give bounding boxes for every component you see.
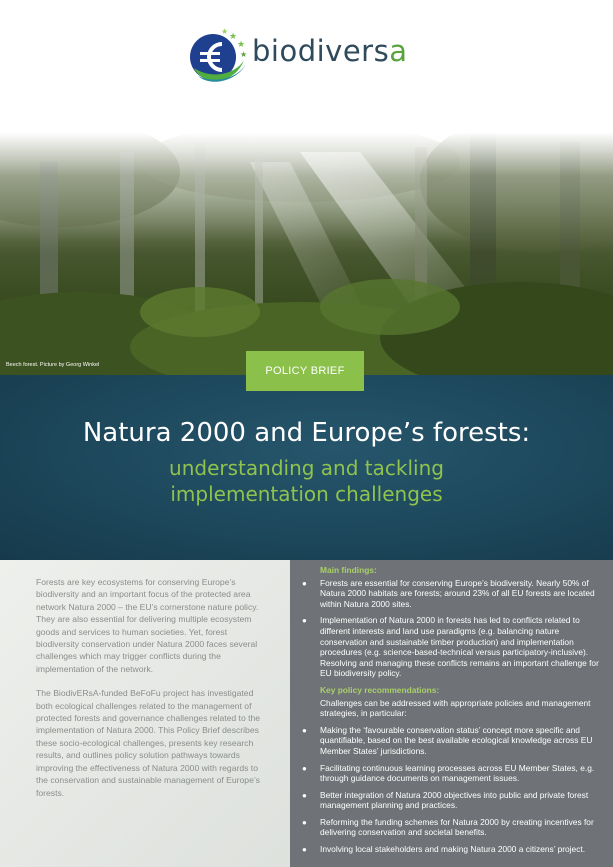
recommendation-item <box>298 725 601 757</box>
finding-text: Forests are essential for conserving Europe’s biodiversity. Nearly 50% of Natura 2000 habitats are forests; around 23% of all EU forests are located within Natura 2000 sites. <box>320 577 595 609</box>
svg-text:★: ★ <box>221 27 229 36</box>
recommendation-text: Involving local stakeholders and making Natura 2000 a citizens’ project. <box>320 844 586 855</box>
recommendation-text: Better integration of Natura 2000 objectives into public and private forest management planning and practices. <box>320 789 589 811</box>
findings-content <box>298 565 601 861</box>
subtitle-line-2: implementation challenges <box>170 482 443 506</box>
logo-wordmark <box>252 34 408 68</box>
bullet-icon: ● <box>302 578 307 588</box>
recommendation-text: Reforming the funding schemes for Natura 2000 by creating incentives for delivering conservation and societal benefits. <box>320 816 594 838</box>
logo-text-prefix: biodivers <box>252 34 390 68</box>
recommendation-item <box>298 763 601 784</box>
bullet-icon: ● <box>302 725 307 735</box>
finding-text: Implementation of Natura 2000 in forests has led to conflicts related to different interests and land use paradigms (e.g. balancing nature conservation and sustainable timber production) and implementation procedures (e.g. science-based-technical versus participatory-inclusive). Resolving and managing these conflicts remains an important challenge for EU biodiversity policy. <box>320 615 599 679</box>
main-findings-heading: Main findings: <box>320 565 377 575</box>
finding-item <box>298 578 601 610</box>
bullet-icon: ● <box>302 790 307 800</box>
policy-brief-badge: POLICY BRIEF <box>246 351 364 391</box>
recommendation-item <box>298 790 601 811</box>
bullet-icon: ● <box>302 817 307 827</box>
euro-globe-stars-icon <box>186 24 252 90</box>
intro-paragraph-2: The BiodivERsA-funded BeFoFu project has investigated both ecological challenges related to the management of protected forests and governance challenges related to the implementation of Natura 2000. This Policy Brief describes these socio-ecological challenges, presents key research results, and outlines policy solution pathways towards improving the effectiveness of Natura 2000 with regards to the conservation and sustainable management of Europe’s forests. <box>36 688 261 798</box>
bullet-icon: ● <box>302 763 307 773</box>
svg-text:★: ★ <box>237 40 246 50</box>
biodiversa-logo <box>186 24 436 90</box>
header <box>0 0 613 132</box>
bullet-icon: ● <box>302 616 307 626</box>
page-title: Natura 2000 and Europe’s forests: <box>82 418 531 448</box>
svg-text:★: ★ <box>240 50 248 59</box>
recommendation-item <box>298 844 601 855</box>
logo-text-highlight: a <box>389 34 408 68</box>
svg-text:★: ★ <box>229 32 238 42</box>
photo-caption: Beech forest. Picture by Georg Winkel <box>6 362 100 368</box>
bullet-icon: ● <box>302 845 307 855</box>
intro-paragraph-1: Forests are key ecosystems for conserving Europe’s biodiversity and an important focus of the protected area network Natura 2000 – the EU’s cornerstone nature policy. They are also essential for delivering multiple ecosystem goods and services to human societies. Yet, forest biodiversity conservation under Natura 2000 faces several challenges which may trigger conflicts during the implementation of the network. <box>36 577 259 674</box>
page-subtitle <box>0 455 613 507</box>
recommendations-intro: Challenges can be addressed with appropriate policies and management strategies, in particular: <box>320 697 591 719</box>
forest-photo <box>0 132 613 375</box>
recommendations-heading: Key policy recommendations: <box>320 684 440 695</box>
finding-item <box>298 615 601 679</box>
recommendation-text: Making the ‘favourable conservation status’ concept more specific and quantifiable, based on the best available ecological knowledge across EU Member States’ jurisdictions. <box>320 724 593 756</box>
recommendation-text: Facilitating continuous learning processes across EU Member States, e.g. through guidance documents on management issues. <box>320 762 595 784</box>
subtitle-line-1: understanding and tackling <box>169 456 444 480</box>
recommendation-item <box>298 817 601 838</box>
intro-column <box>36 576 270 811</box>
